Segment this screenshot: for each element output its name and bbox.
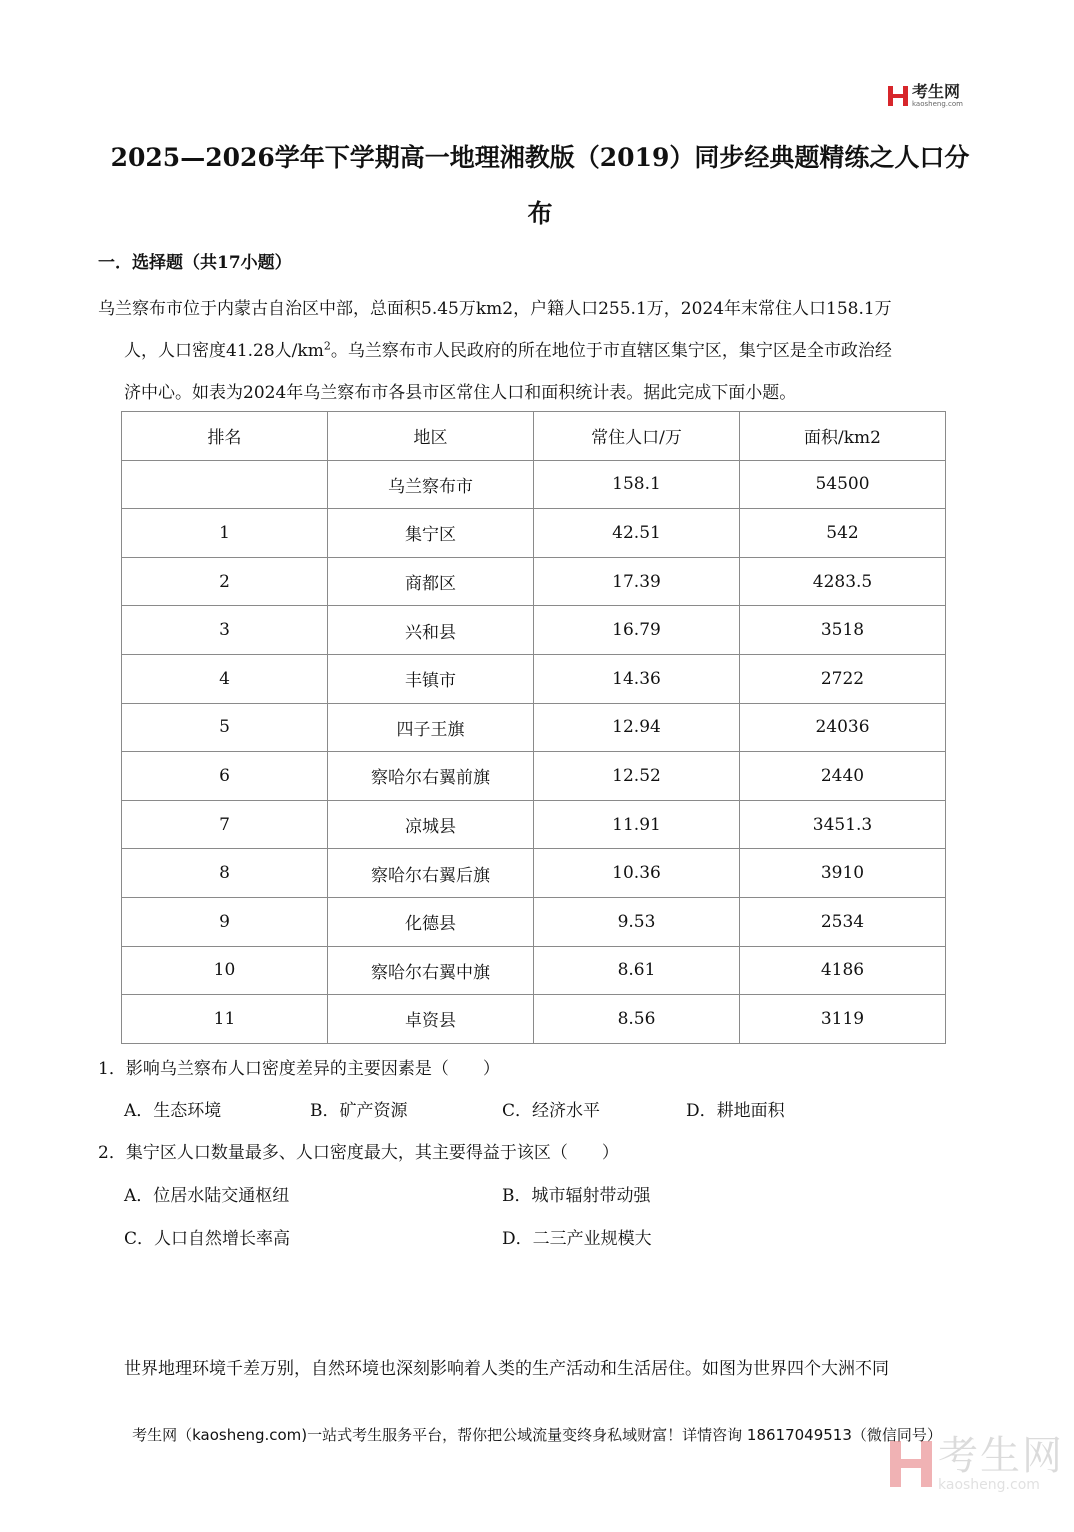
table-cell: 11.91 [534, 800, 740, 849]
table-cell: 商都区 [328, 557, 534, 606]
table-cell: 11 [122, 995, 328, 1044]
q2-option-b: B．城市辐射带动强 [502, 1186, 651, 1206]
table-row [122, 752, 946, 801]
table-cell: 兴和县 [328, 606, 534, 655]
table-row [122, 703, 946, 752]
table-cell: 9 [122, 897, 328, 946]
table-cell: 54500 [740, 460, 946, 509]
table-cell: 12.94 [534, 703, 740, 752]
table-cell: 8.56 [534, 995, 740, 1044]
table-row [122, 800, 946, 849]
table-cell: 3451.3 [740, 800, 946, 849]
table-cell: 2 [122, 557, 328, 606]
table-cell: 3910 [740, 849, 946, 898]
footer-text: 考生网（kaosheng.com)一站式考生服务平台，帮你把公域流量变终身私域财富！详情咨询 18617049513（微信同号） [132, 1426, 942, 1444]
table-cell: 四子王旗 [328, 703, 534, 752]
table-cell: 3518 [740, 606, 946, 655]
brand-logo-domain: kaosheng.com [912, 100, 963, 108]
population-table [121, 411, 946, 1044]
brand-logo-name: 考生网 [912, 82, 961, 101]
table-cell: 4 [122, 654, 328, 703]
table-cell: 乌兰察布市 [328, 460, 534, 509]
table-cell: 1 [122, 509, 328, 558]
question-1: 1．影响乌兰察布人口密度差异的主要因素是（ ） [98, 1059, 500, 1079]
table-cell: 6 [122, 752, 328, 801]
table-cell: 察哈尔右翼后旗 [328, 849, 534, 898]
table-cell: 4186 [740, 946, 946, 995]
q2-option-c: C．人口自然增长率高 [124, 1229, 291, 1249]
table-cell: 10 [122, 946, 328, 995]
table-header-row [122, 412, 946, 461]
q1-option-b: B．矿产资源 [310, 1101, 408, 1121]
table-cell: 4283.5 [740, 557, 946, 606]
table-header-cell: 常住人口/万 [534, 412, 740, 461]
watermark-logo-icon [890, 1441, 932, 1487]
table-cell: 化德县 [328, 897, 534, 946]
table-cell: 3 [122, 606, 328, 655]
table-body [122, 460, 946, 1043]
question-2: 2．集宁区人口数量最多、人口密度最大，其主要得益于该区（ ） [98, 1143, 619, 1163]
watermark-name: 考生网 [938, 1433, 1064, 1479]
table-cell: 16.79 [534, 606, 740, 655]
table-cell: 17.39 [534, 557, 740, 606]
table-cell: 3119 [740, 995, 946, 1044]
table-row [122, 654, 946, 703]
table-header-cell: 排名 [122, 412, 328, 461]
table-cell: 丰镇市 [328, 654, 534, 703]
intro-line2-a: 人，人口密度41.28人/km [124, 341, 324, 361]
table-cell: 5 [122, 703, 328, 752]
intro-line2-sup: 2 [323, 339, 331, 353]
table-cell: 542 [740, 509, 946, 558]
table-row [122, 509, 946, 558]
q1-option-a: A．生态环境 [124, 1101, 222, 1121]
table-cell: 察哈尔右翼中旗 [328, 946, 534, 995]
table-header-cell: 地区 [328, 412, 534, 461]
table-row [122, 849, 946, 898]
q1-option-c: C．经济水平 [502, 1101, 601, 1121]
table-row [122, 995, 946, 1044]
table-cell: 14.36 [534, 654, 740, 703]
q1-option-d: D．耕地面积 [686, 1101, 785, 1121]
table-cell: 卓资县 [328, 995, 534, 1044]
brand-logo [888, 84, 963, 108]
page-title-line2: 布 [527, 199, 553, 228]
table-cell: 8 [122, 849, 328, 898]
intro-line2-b: 。乌兰察布市人民政府的所在地位于市直辖区集宁区，集宁区是全市政治经 [330, 341, 892, 361]
intro-line2 [124, 336, 892, 361]
watermark [890, 1433, 1064, 1493]
intro-line3: 济中心。如表为2024年乌兰察布市各县市区常住人口和面积统计表。据此完成下面小题。 [124, 383, 797, 403]
table-cell: 10.36 [534, 849, 740, 898]
next-question-intro: 世界地理环境千差万别，自然环境也深刻影响着人类的生产活动和生活居住。如图为世界四个大洲不同 [124, 1359, 889, 1379]
watermark-domain: kaosheng.com [938, 1477, 1040, 1493]
q2-option-d: D．二三产业规模大 [502, 1229, 652, 1249]
table-cell: 7 [122, 800, 328, 849]
page-title-line1: 2025—2026学年下学期高一地理湘教版（2019）同步经典题精练之人口分 [110, 143, 970, 172]
table-cell: 12.52 [534, 752, 740, 801]
table-header-cell: 面积/km2 [740, 412, 946, 461]
table-cell: 158.1 [534, 460, 740, 509]
table-cell: 2722 [740, 654, 946, 703]
table-row [122, 897, 946, 946]
section-heading: 一．选择题（共17小题） [98, 253, 292, 273]
table-cell: 凉城县 [328, 800, 534, 849]
table-cell: 2440 [740, 752, 946, 801]
table-cell: 42.51 [534, 509, 740, 558]
table-cell: 9.53 [534, 897, 740, 946]
table-cell [122, 460, 328, 509]
table-row [122, 606, 946, 655]
table-cell: 24036 [740, 703, 946, 752]
q2-option-a: A．位居水陆交通枢纽 [124, 1186, 290, 1206]
table-cell: 集宁区 [328, 509, 534, 558]
table-cell: 察哈尔右翼前旗 [328, 752, 534, 801]
table-cell: 2534 [740, 897, 946, 946]
brand-logo-icon [888, 86, 908, 106]
table-row [122, 460, 946, 509]
intro-line1: 乌兰察布市位于内蒙古自治区中部，总面积5.45万km2，户籍人口255.1万，2024年末常住人口158.1万 [98, 299, 892, 319]
table-row [122, 557, 946, 606]
table-cell: 8.61 [534, 946, 740, 995]
table-row [122, 946, 946, 995]
